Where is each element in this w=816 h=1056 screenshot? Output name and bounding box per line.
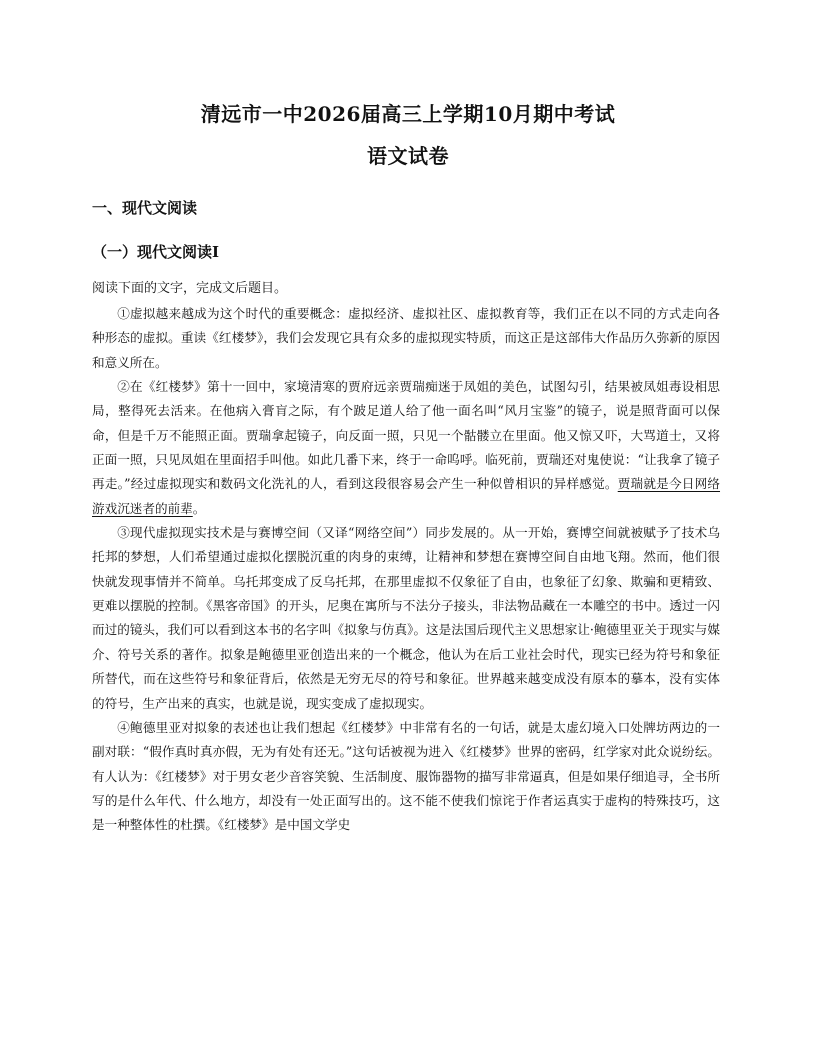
reading-passage xyxy=(92,302,720,838)
subsection-heading: （一）现代文阅读Ⅰ xyxy=(92,243,220,261)
reading-instruction: 阅读下面的文字，完成文后题目。 xyxy=(92,281,288,296)
section-heading: 一、现代文阅读 xyxy=(92,199,198,217)
paragraph-2-end: 。 xyxy=(192,500,206,516)
paragraph-4: ④鲍德里亚对拟象的表述也让我们想起《红楼梦》中非常有名的一句话，就是太虚幻境入口处牌坊两边的一副对联：“假作真时真亦假，无为有处有还无。”这句话被视为进入《红楼梦》世界的密码，红学家对此众说纷纭。有人认为：《红楼梦》对于男女老少音容笑貌、生活制度、服饰器物的描写非常逼真，但是如果仔细追寻，全书所写的是什么年代、什么地方，却没有一处正面写出的。这不能不使我们惊诧于作者运真实于虚构的特殊技巧，这是一种整体性的杜撰。《红楼梦》是中国文学史 xyxy=(92,719,720,833)
underlined-sentence: 贾瑞就是今日网络游戏沉迷者的前辈 xyxy=(92,476,721,516)
paragraph-1: ①虚拟越来越成为这个时代的重要概念：虚拟经济、虚拟社区、虚拟教育等，我们正在以不同的方式走向各种形态的虚拟。重读《红楼梦》，我们会发现它具有众多的虚拟现实特质，而这正是这部伟大作品历久弥新的原因和意义所在。 xyxy=(92,306,720,370)
exam-subtitle: 语文试卷 xyxy=(367,144,449,168)
paragraph-2 xyxy=(92,375,720,521)
exam-title: 清远市一中2026届高三上学期10月期中考试 xyxy=(200,102,616,126)
paragraph-3: ③现代虚拟现实技术是与赛博空间（又译“网络空间”）同步发展的。从一开始，赛博空间就被赋予了技术乌托邦的梦想，人们希望通过虚拟化摆脱沉重的肉身的束缚，让精神和梦想在赛博空间自由地飞翔。然而，他们很快就发现事情并不简单。乌托邦变成了反乌托邦，在那里虚拟不仅象征了自由，也象征了幻象、欺骗和更精致、更难以摆脱的控制。《黑客帝国》的开头，尼奥在寓所与不法分子接头，非法物品藏在一本雕空的书中。透过一闪而过的镜头，我们可以看到这本书的名字叫《拟象与仿真》。这是法国后现代主义思想家让·鲍德里亚关于现实与媒介、符号关系的著作。拟象是鲍德里亚创造出来的一个概念，他认为在后工业社会时代，现实已经为符号和象征所替代，而在这些符号和象征背后，依然是无穷无尽的符号和象征。世界越来越变成没有原本的摹本，没有实体的符号，生产出来的真实，也就是说，现实变成了虚拟现实。 xyxy=(92,525,720,711)
paragraph-2-text: ②在《红楼梦》第十一回中，家境清寒的贾府远亲贾瑞痴迷于凤姐的美色，试图勾引，结果被凤姐毒设相思局，整得死去活来。在他病入膏肓之际，有个跛足道人给了他一面名叫“风月宝鉴”的镜子，说是照背面可以保命，但是千万不能照正面。贾瑞拿起镜子，向反面一照，只见一个骷髅立在里面。他又惊又吓，大骂道士，又将正面一照，只见凤姐在里面招手叫他。如此几番下来，终于一命呜呼。临死前，贾瑞还对鬼使说：“让我拿了镜子再走。”经过虚拟现实和数码文化洗礼的人，看到这段很容易会产生一种似曾相识的异样感觉。 xyxy=(92,379,720,492)
